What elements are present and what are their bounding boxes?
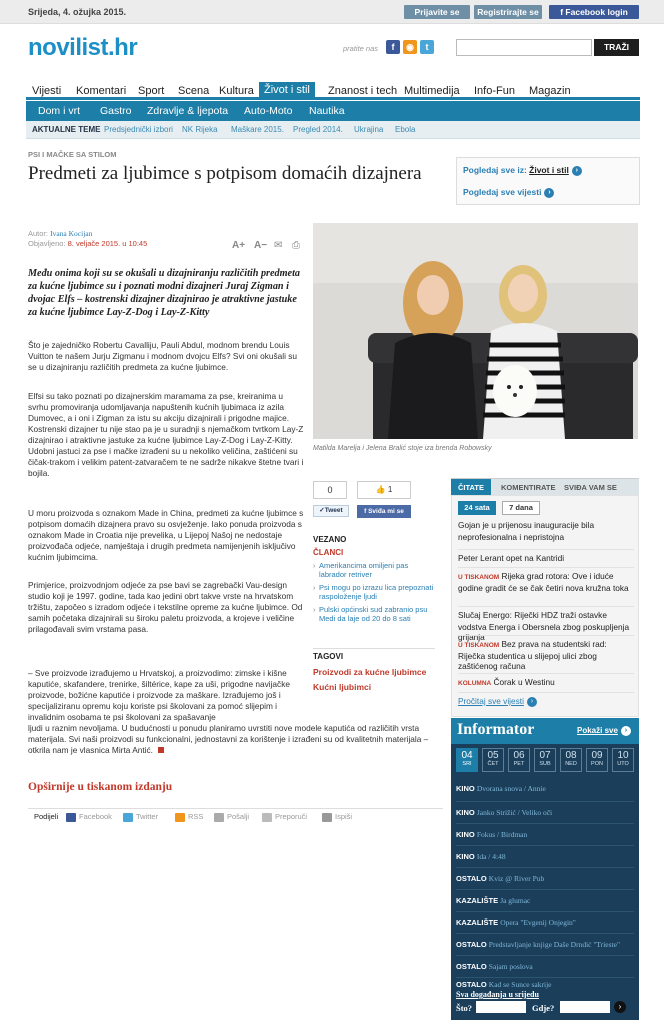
nav-kultura[interactable]: Kultura xyxy=(219,85,254,97)
event-title: Ida / 4:48 xyxy=(476,852,506,861)
event-category: KAZALIŠTE xyxy=(456,896,499,905)
share-email[interactable] xyxy=(214,812,249,822)
share-recommend[interactable] xyxy=(262,812,307,822)
nav-magazin[interactable]: Magazin xyxy=(529,85,571,97)
arrow-right-icon: › xyxy=(527,697,537,707)
tweet-button[interactable] xyxy=(313,505,349,517)
related-item[interactable] xyxy=(313,561,435,579)
nav-scena[interactable]: Scena xyxy=(178,85,210,97)
event-item[interactable] xyxy=(456,912,634,934)
share-facebook[interactable] xyxy=(66,812,112,822)
thumbs-up-icon: 👍 xyxy=(375,485,386,494)
day-weekday: PET xyxy=(513,761,525,767)
tweet-label: Tweet xyxy=(324,507,343,514)
event-category: OSTALO xyxy=(456,874,487,883)
event-item[interactable] xyxy=(456,846,634,868)
fb-like-button[interactable] xyxy=(357,505,411,518)
share-twitter[interactable] xyxy=(123,812,158,822)
paragraph: – Sve proizvode izrađujemo u Hrvatskoj, a proizvodimo: zimske i kišne kaputiće, skafandere, trenirke, šiltérice, kape za uši, prigodne navijačke proizvode, božićne kaputiće i proizvode za maškare. Izrađujemo još i specijaliziranu opremu koju koriste psi školovani za pomoć slijepim i invalidnim osobama te psi školovani za spašavanje xyxy=(28,668,290,722)
related-articles xyxy=(313,535,435,623)
nav-zivot-i-stil[interactable]: Život i stil xyxy=(259,82,315,100)
share-print[interactable] xyxy=(322,812,352,822)
popular-tabs xyxy=(451,478,639,495)
bullet-icon: › xyxy=(313,583,316,592)
font-increase-button[interactable]: A+ xyxy=(232,240,246,251)
day-selector[interactable] xyxy=(560,748,582,772)
facebook-login-label: Facebook login xyxy=(565,7,628,17)
article-lead: Među onima koji su se okušali u dizajniranju različitih predmeta za kućne ljubimce su i poznati modni dizajneri Juraj Zigman i dvojac Elfs – kostrenski dizajner dizajnirao je atraktivne jastuke za kućne ljubimce Lay-Z-Dog i Lay-Z-Kitty xyxy=(28,268,301,318)
follow-label: pratite nas xyxy=(343,44,379,53)
rss-icon[interactable]: ◉ xyxy=(403,40,417,54)
day-selector[interactable] xyxy=(586,748,608,772)
current-date: Srijeda, 4. ožujka 2015. xyxy=(28,7,127,17)
popular-item[interactable] xyxy=(458,673,634,689)
item-text: Slučaj Energo: Riječki HDZ traži ostavke vodstva Energa i Obersnela zbog poskupljenja grijanja xyxy=(458,610,630,642)
nav-info-fun[interactable]: Info-Fun xyxy=(474,85,515,97)
twitter-icon xyxy=(123,813,133,822)
photo-caption: Matilda Marelja i Jelena Bralić stoje iza brenda Robowsky xyxy=(313,445,492,452)
print-icon xyxy=(322,813,332,822)
day-number: 05 xyxy=(487,750,499,761)
day-weekday: SUB xyxy=(539,761,551,767)
day-selector[interactable] xyxy=(508,748,530,772)
published-date: 8. veljače 2015. u 10:45 xyxy=(67,239,148,248)
item-label: U TISKANOM xyxy=(458,574,500,581)
day-number: 08 xyxy=(565,750,577,761)
read-all-label: Pročitaj sve vijesti xyxy=(458,696,524,706)
topic-link[interactable]: Pregled 2014. xyxy=(293,125,343,134)
event-item[interactable] xyxy=(456,956,634,978)
day-weekday: ČET xyxy=(487,761,499,767)
nav-znanost[interactable]: Znanost i tech xyxy=(328,85,398,97)
event-item[interactable] xyxy=(456,868,634,890)
bullet-icon: › xyxy=(313,561,316,570)
main-nav xyxy=(26,82,640,100)
show-all-label: Pokaži sve xyxy=(577,726,618,736)
related-links-box xyxy=(456,157,640,205)
item-text: Bez prava na studentski rad: Riječka studentica u slijepoj ulici zbog zaštićenog računa xyxy=(458,639,607,671)
day-selector[interactable] xyxy=(612,748,634,772)
item-text: Peter Lerant opet na Kantridi xyxy=(458,553,565,563)
topics-label: AKTUALNE TEME xyxy=(32,125,101,134)
fb-like-label: Sviđa mi se xyxy=(368,508,404,515)
tab-komentirate[interactable]: KOMENTIRATE xyxy=(501,483,556,492)
login-button[interactable]: Prijavite se xyxy=(404,5,470,19)
what-input[interactable] xyxy=(476,1001,526,1013)
tag-link[interactable]: Proizvodi za kućne ljubimce xyxy=(313,667,427,677)
arrow-right-icon: › xyxy=(621,726,631,736)
share-twitter-label: Twitter xyxy=(136,812,159,821)
item-label: U TISKANOM xyxy=(458,642,500,649)
share-rss-label: RSS xyxy=(188,812,204,821)
print-edition-link[interactable]: Opširnije u tiskanom izdanju xyxy=(28,781,173,793)
popular-item[interactable] xyxy=(458,635,634,671)
event-category: KINO xyxy=(456,808,475,817)
share-email-label: Pošalji xyxy=(227,812,250,821)
paragraph: Što je zajedničko Robertu Cavalliju, Pauli Abdul, modnom brendu Louis Vuitton te našem Jurju Zigmanu i modnom dvojcu Elfs? Svi oni okušali su se u dizajniranju različitih predmeta za kućne ljubimce. xyxy=(28,340,298,372)
day-number: 04 xyxy=(461,750,473,761)
day-number: 10 xyxy=(617,750,629,761)
paragraph: U moru proizvoda s oznakom Made in China, predmeti za kućne ljubimce s potpisom domaćih dizajnera pravo su osvježenje. Iako ponuda proizvoda s oznakom Made in Croatia nije prevelika, u Lijepoj Našoj ne nedostaje proizvođača odjeće, namještaja i drugih predmeta namijenjenih isključivo kućnim ljubimcima. xyxy=(28,508,304,562)
facebook-icon xyxy=(66,813,76,822)
article-meta xyxy=(28,229,147,249)
share-label: Podijeli xyxy=(34,812,59,821)
informator-title: Informator xyxy=(457,721,535,738)
facebook-icon: f xyxy=(560,7,566,17)
day-weekday: PON xyxy=(591,761,603,767)
related-item-text: Pulski općinski sud zabranio psu Medi da laje od 20 do 8 sati xyxy=(319,605,428,623)
related-item[interactable] xyxy=(313,605,435,623)
event-search-button[interactable]: › xyxy=(614,1001,626,1013)
tab-svida-vam-se[interactable]: SVIĐA VAM SE xyxy=(564,483,617,492)
subnav-dom-i-vrt[interactable]: Dom i vrt xyxy=(38,105,80,117)
twitter-icon[interactable]: t xyxy=(420,40,434,54)
day-weekday: NED xyxy=(565,761,577,767)
register-button[interactable]: Registrirajte se xyxy=(474,5,542,19)
topics-bar xyxy=(26,121,640,139)
published-label: Objavljeno: xyxy=(28,239,66,248)
day-selector[interactable] xyxy=(456,748,478,772)
topic-link[interactable]: Maškare 2015. xyxy=(231,125,284,134)
nav-multimedija[interactable]: Multimedija xyxy=(404,85,460,97)
subnav-nautika[interactable]: Nautika xyxy=(309,105,345,117)
event-item[interactable] xyxy=(456,802,634,824)
event-category: KINO xyxy=(456,852,475,861)
facebook-icon[interactable]: f xyxy=(386,40,400,54)
where-input[interactable] xyxy=(560,1001,610,1013)
day-weekday: SRI xyxy=(462,761,472,767)
view-all-news-link[interactable] xyxy=(463,187,554,198)
event-title: Fokus / Birdman xyxy=(476,830,528,839)
print-icon[interactable]: ⎙ xyxy=(292,240,300,251)
topic-link[interactable]: Ebola xyxy=(395,125,416,134)
share-recommend-label: Preporuči xyxy=(275,812,308,821)
event-title: Predstavljanje knjige Daše Drndić "Trieste" xyxy=(488,940,621,949)
share-bar xyxy=(28,808,443,824)
facebook-icon: f xyxy=(364,508,369,515)
day-number: 09 xyxy=(591,750,603,761)
tags-title: TAGOVI xyxy=(313,648,435,661)
view-all-in-label: Pogledaj sve iz: xyxy=(463,165,527,175)
site-logo[interactable]: novilist.hr xyxy=(28,34,138,61)
article-photo[interactable] xyxy=(313,223,638,439)
item-label: KOLUMNA xyxy=(458,680,492,687)
author-name[interactable]: Ivana Kocijan xyxy=(50,229,93,238)
check-icon xyxy=(262,813,272,822)
paragraph xyxy=(28,723,443,756)
search-button[interactable]: TRAŽI xyxy=(594,39,639,56)
event-item[interactable] xyxy=(456,824,634,846)
tab-citate[interactable]: ČITATE xyxy=(451,479,491,496)
item-text: Čorak u Westinu xyxy=(493,677,555,687)
event-title: Kviz @ River Pub xyxy=(488,874,545,883)
day-number: 07 xyxy=(539,750,551,761)
popular-item[interactable] xyxy=(458,520,634,542)
event-title: Janko Strižić / Veliko oči xyxy=(476,808,553,817)
informator-header xyxy=(451,718,639,744)
share-facebook-label: Facebook xyxy=(79,812,112,821)
subnav-gastro[interactable]: Gastro xyxy=(100,105,132,117)
event-title: Kad se Sunce sakrije xyxy=(488,980,552,989)
nav-sport[interactable]: Sport xyxy=(138,85,165,97)
topic-link[interactable]: NK Rijeka xyxy=(182,125,218,134)
nav-komentari[interactable]: Komentari xyxy=(76,85,127,97)
event-title: Dvorana snova / Annie xyxy=(476,784,546,793)
share-rss[interactable] xyxy=(175,812,203,822)
subnav-auto-moto[interactable]: Auto-Moto xyxy=(244,105,293,117)
author-label: Autor: xyxy=(28,229,49,238)
event-category: OSTALO xyxy=(456,980,487,989)
item-text: Gojan je u prijenosu inauguracije bila neprofesionalna i nepristojna xyxy=(458,520,595,542)
related-title: VEZANO xyxy=(313,535,347,544)
read-all-news-link[interactable] xyxy=(458,692,634,707)
popular-list xyxy=(451,495,639,717)
section-name: Život i stil xyxy=(529,165,569,175)
paragraph-text: ljudi u raznim nevoljama. U budućnosti u ponudu planiramo uvrstiti nove modele kaputića od različitih vrsta materijala. Svi naši proizvodi su funkcionalni, jednostavni za korištenje i izrađeni su od kvalitetnih materijala – otkrila nam je vlasnica Mirta Antić. xyxy=(28,723,429,755)
event-title: Sajam poslova xyxy=(488,962,533,971)
event-category: KAZALIŠTE xyxy=(456,918,499,927)
arrow-right-icon: › xyxy=(544,188,554,198)
where-label: Gdje? xyxy=(532,1003,555,1013)
like-count-value: 1 xyxy=(387,485,393,494)
event-category: OSTALO xyxy=(456,962,487,971)
article-title: Predmeti za ljubimce s potpisom domaćih dizajnera xyxy=(28,163,422,184)
event-title: Ja glumac xyxy=(500,896,531,905)
event-category: KINO xyxy=(456,784,475,793)
rss-icon xyxy=(175,813,185,822)
tag-link[interactable]: Kućni ljubimci xyxy=(313,682,372,692)
email-icon xyxy=(214,813,224,822)
article-kicker: PSI I MAČKE SA STILOM xyxy=(28,150,117,159)
paragraph: Elfsi su tako poznati po dizajnerskim maramama za pse, kreiranima u svrhu promoviranja udomljavanja napuštenih kućnih ljubimaca iz azila Dumovec, a i oni i Zigman za istu su akciju dizajnirali i prigodne majice. Kostrenski dizajner tu nije stao pa je u suradnji s njemačkom tvrtkom Lay-Z dizajnirao i atraktivne jastuke za kućne ljubimce Lay-Z-Dog i Lay-Z-Kitty. Udobni jastuci za pse i mačke izrađeni su u nekoliko veličina, zaštićeni su čičak-trakom i velikim patent-zatvaračem te ne sadrže nikakve štetne tvari i bojila. xyxy=(28,391,304,478)
twitter-icon: ✓ xyxy=(319,507,325,514)
event-item[interactable] xyxy=(456,780,634,802)
event-item[interactable] xyxy=(456,934,634,956)
arrow-right-icon: › xyxy=(572,166,582,176)
event-title: Opera "Evgenij Onjegin" xyxy=(500,918,576,927)
topic-link[interactable]: Predsjednički izbori xyxy=(104,125,173,134)
event-category: KINO xyxy=(456,830,475,839)
day-weekday: UTO xyxy=(617,761,629,767)
range-7d[interactable]: 7 dana xyxy=(502,501,540,515)
nav-vijesti[interactable]: Vijesti xyxy=(32,85,62,97)
range-24h[interactable]: 24 sata xyxy=(458,501,496,515)
email-icon[interactable]: ✉ xyxy=(274,240,283,251)
item-text: Rijeka grad rotora: Ove i iduće godine gradit će se čak četiri nova kružna toka xyxy=(458,571,629,593)
like-count[interactable] xyxy=(357,481,411,499)
related-subtitle: ČLANCI xyxy=(313,548,344,557)
event-item[interactable] xyxy=(456,890,634,912)
comment-count[interactable]: 0 xyxy=(313,481,347,499)
all-events-link[interactable]: Sva događanja u srijedu xyxy=(456,990,539,999)
day-number: 06 xyxy=(513,750,525,761)
day-selector[interactable] xyxy=(482,748,504,772)
font-decrease-button[interactable]: A− xyxy=(254,240,268,251)
what-label: Što? xyxy=(456,1003,473,1013)
related-item-text: Psi mogu po izrazu lica prepoznati raspoloženje ljudi xyxy=(319,583,434,601)
topic-link[interactable]: Ukrajina xyxy=(354,125,384,134)
view-all-section-link[interactable] xyxy=(463,165,582,176)
share-print-label: Ispiši xyxy=(335,812,353,821)
popular-item[interactable] xyxy=(458,549,634,565)
related-item[interactable] xyxy=(313,583,435,601)
photo-illustration xyxy=(313,223,638,439)
popular-item[interactable] xyxy=(458,567,634,593)
sub-nav xyxy=(26,101,640,121)
end-mark-icon xyxy=(158,747,164,753)
related-item-text: Amerikancima omiljeni pas labrador retriver xyxy=(319,561,409,579)
view-all-news-label: Pogledaj sve vijesti xyxy=(463,187,542,197)
event-category: OSTALO xyxy=(456,940,487,949)
show-all-link[interactable] xyxy=(577,726,631,736)
paragraph: Primjerice, proizvodnjom odjeće za pse bavi se zagrebački Vau-design studio koji je 1997. godine, tada kao jedini obrt takve vrste na hrvatskom tržištu, započeo s izradom odjeće i tekstilne opreme za kućne ljubimce. Od samih početaka dizajnirali su široku paletu proizvoda, a krojeve i veličine prilagođavali svim vrstama pasa. xyxy=(28,580,303,634)
subnav-zdravlje[interactable]: Zdravlje & ljepota xyxy=(147,105,229,117)
day-selector[interactable] xyxy=(534,748,556,772)
bullet-icon: › xyxy=(313,605,316,614)
facebook-login-button[interactable] xyxy=(549,5,639,19)
tags-box xyxy=(313,648,435,693)
search-input[interactable] xyxy=(456,39,592,56)
